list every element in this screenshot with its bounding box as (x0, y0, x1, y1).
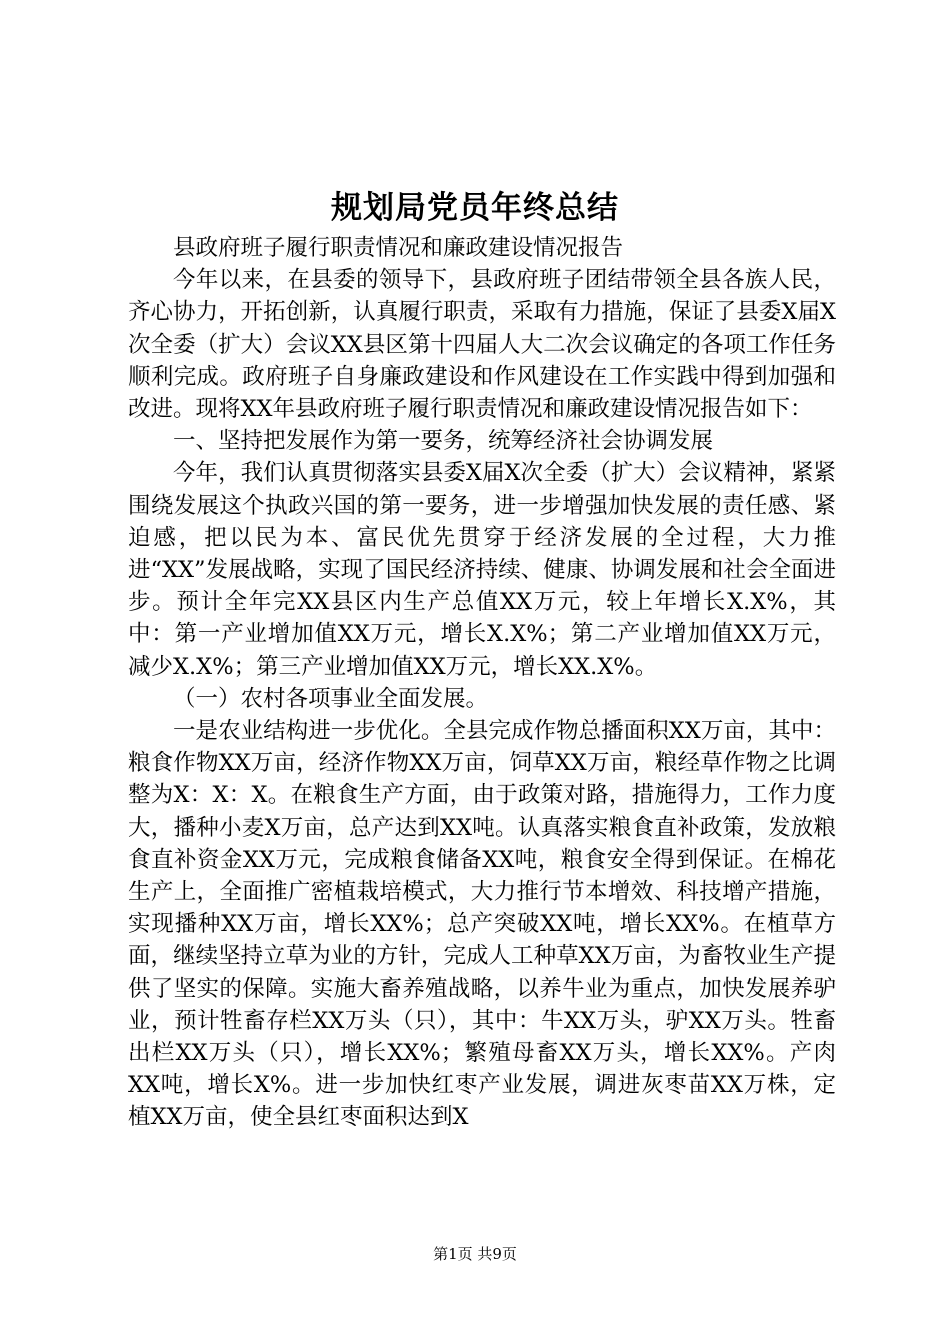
report-subtitle: 县政府班子履行职责情况和廉政建设情况报告 (173, 235, 624, 261)
intro-paragraph: 今年以来，在县委的领导下，县政府班子团结带领全县各族人民，齐心协力，开拓创新，认真履行职责，采取有力措施，保证了县委X届X次全委（扩大）会议XX县区第十四届人大二次会议确定的各项工作任务顺利完成。政府班子自身廉政建设和作风建设在工作实践中得到加强和改进。现将XX年县政府班子履行职责情况和廉政建设情况报告如下： (128, 267, 836, 423)
page-number: 第1页 共9页 (433, 1245, 517, 1263)
economy-paragraph: 今年，我们认真贯彻落实县委X届X次全委（扩大）会议精神，紧紧围绕发展这个执政兴国的第一要务，进一步增强加快发展的责任感、紧迫感，把以民为本、富民优先贯穿于经济发展的全过程，大力推进“XX”发展战略，实现了国民经济持续、健康、协调发展和社会全面进步。预计全年完XX县区内生产总值XX万元，较上年增长X.X%，其中：第一产业增加值XX万元，增长X.X%；第二产业增加值XX万元，减少X.X%；第三产业增加值XX万元，增长XX.X%。 (128, 460, 836, 680)
section-heading: 一、坚持把发展作为第一要务，统筹经济社会协调发展 (173, 428, 714, 455)
document-body (128, 232, 836, 1134)
subsection-heading: （一）农村各项事业全面发展。 (173, 685, 489, 712)
agriculture-paragraph: 一是农业结构进一步优化。全县完成作物总播面积XX万亩，其中：粮食作物XX万亩，经济作物XX万亩，饲草XX万亩，粮经草作物之比调整为X：X：X。在粮食生产方面，由于政策对路，措施得力，工作力度大，播种小麦X万亩，总产达到XX吨。认真落实粮食直补政策，发放粮食直补资金XX万元，完成粮食储备XX吨，粮食安全得到保证。在棉花生产上，全面推广密植栽培模式，大力推行节本增效、科技增产措施，实现播种XX万亩，增长XX%；总产突破XX吨，增长XX%。在植草方面，继续坚持立草为业的方针，完成人工种草XX万亩，为畜牧业生产提供了坚实的保障。实施大畜养殖战略，以养牛业为重点，加快发展养驴业，预计牲畜存栏XX万头（只），其中：牛XX万头，驴XX万头。牲畜出栏XX万头（只），增长XX%；繁殖母畜XX万头，增长XX%。产肉XX吨，增长X%。进一步加快红枣产业发展，调进灰枣苗XX万株，定植XX万亩，使全县红枣面积达到X (128, 718, 836, 1131)
document-title: 规划局党员年终总结 (331, 190, 619, 226)
